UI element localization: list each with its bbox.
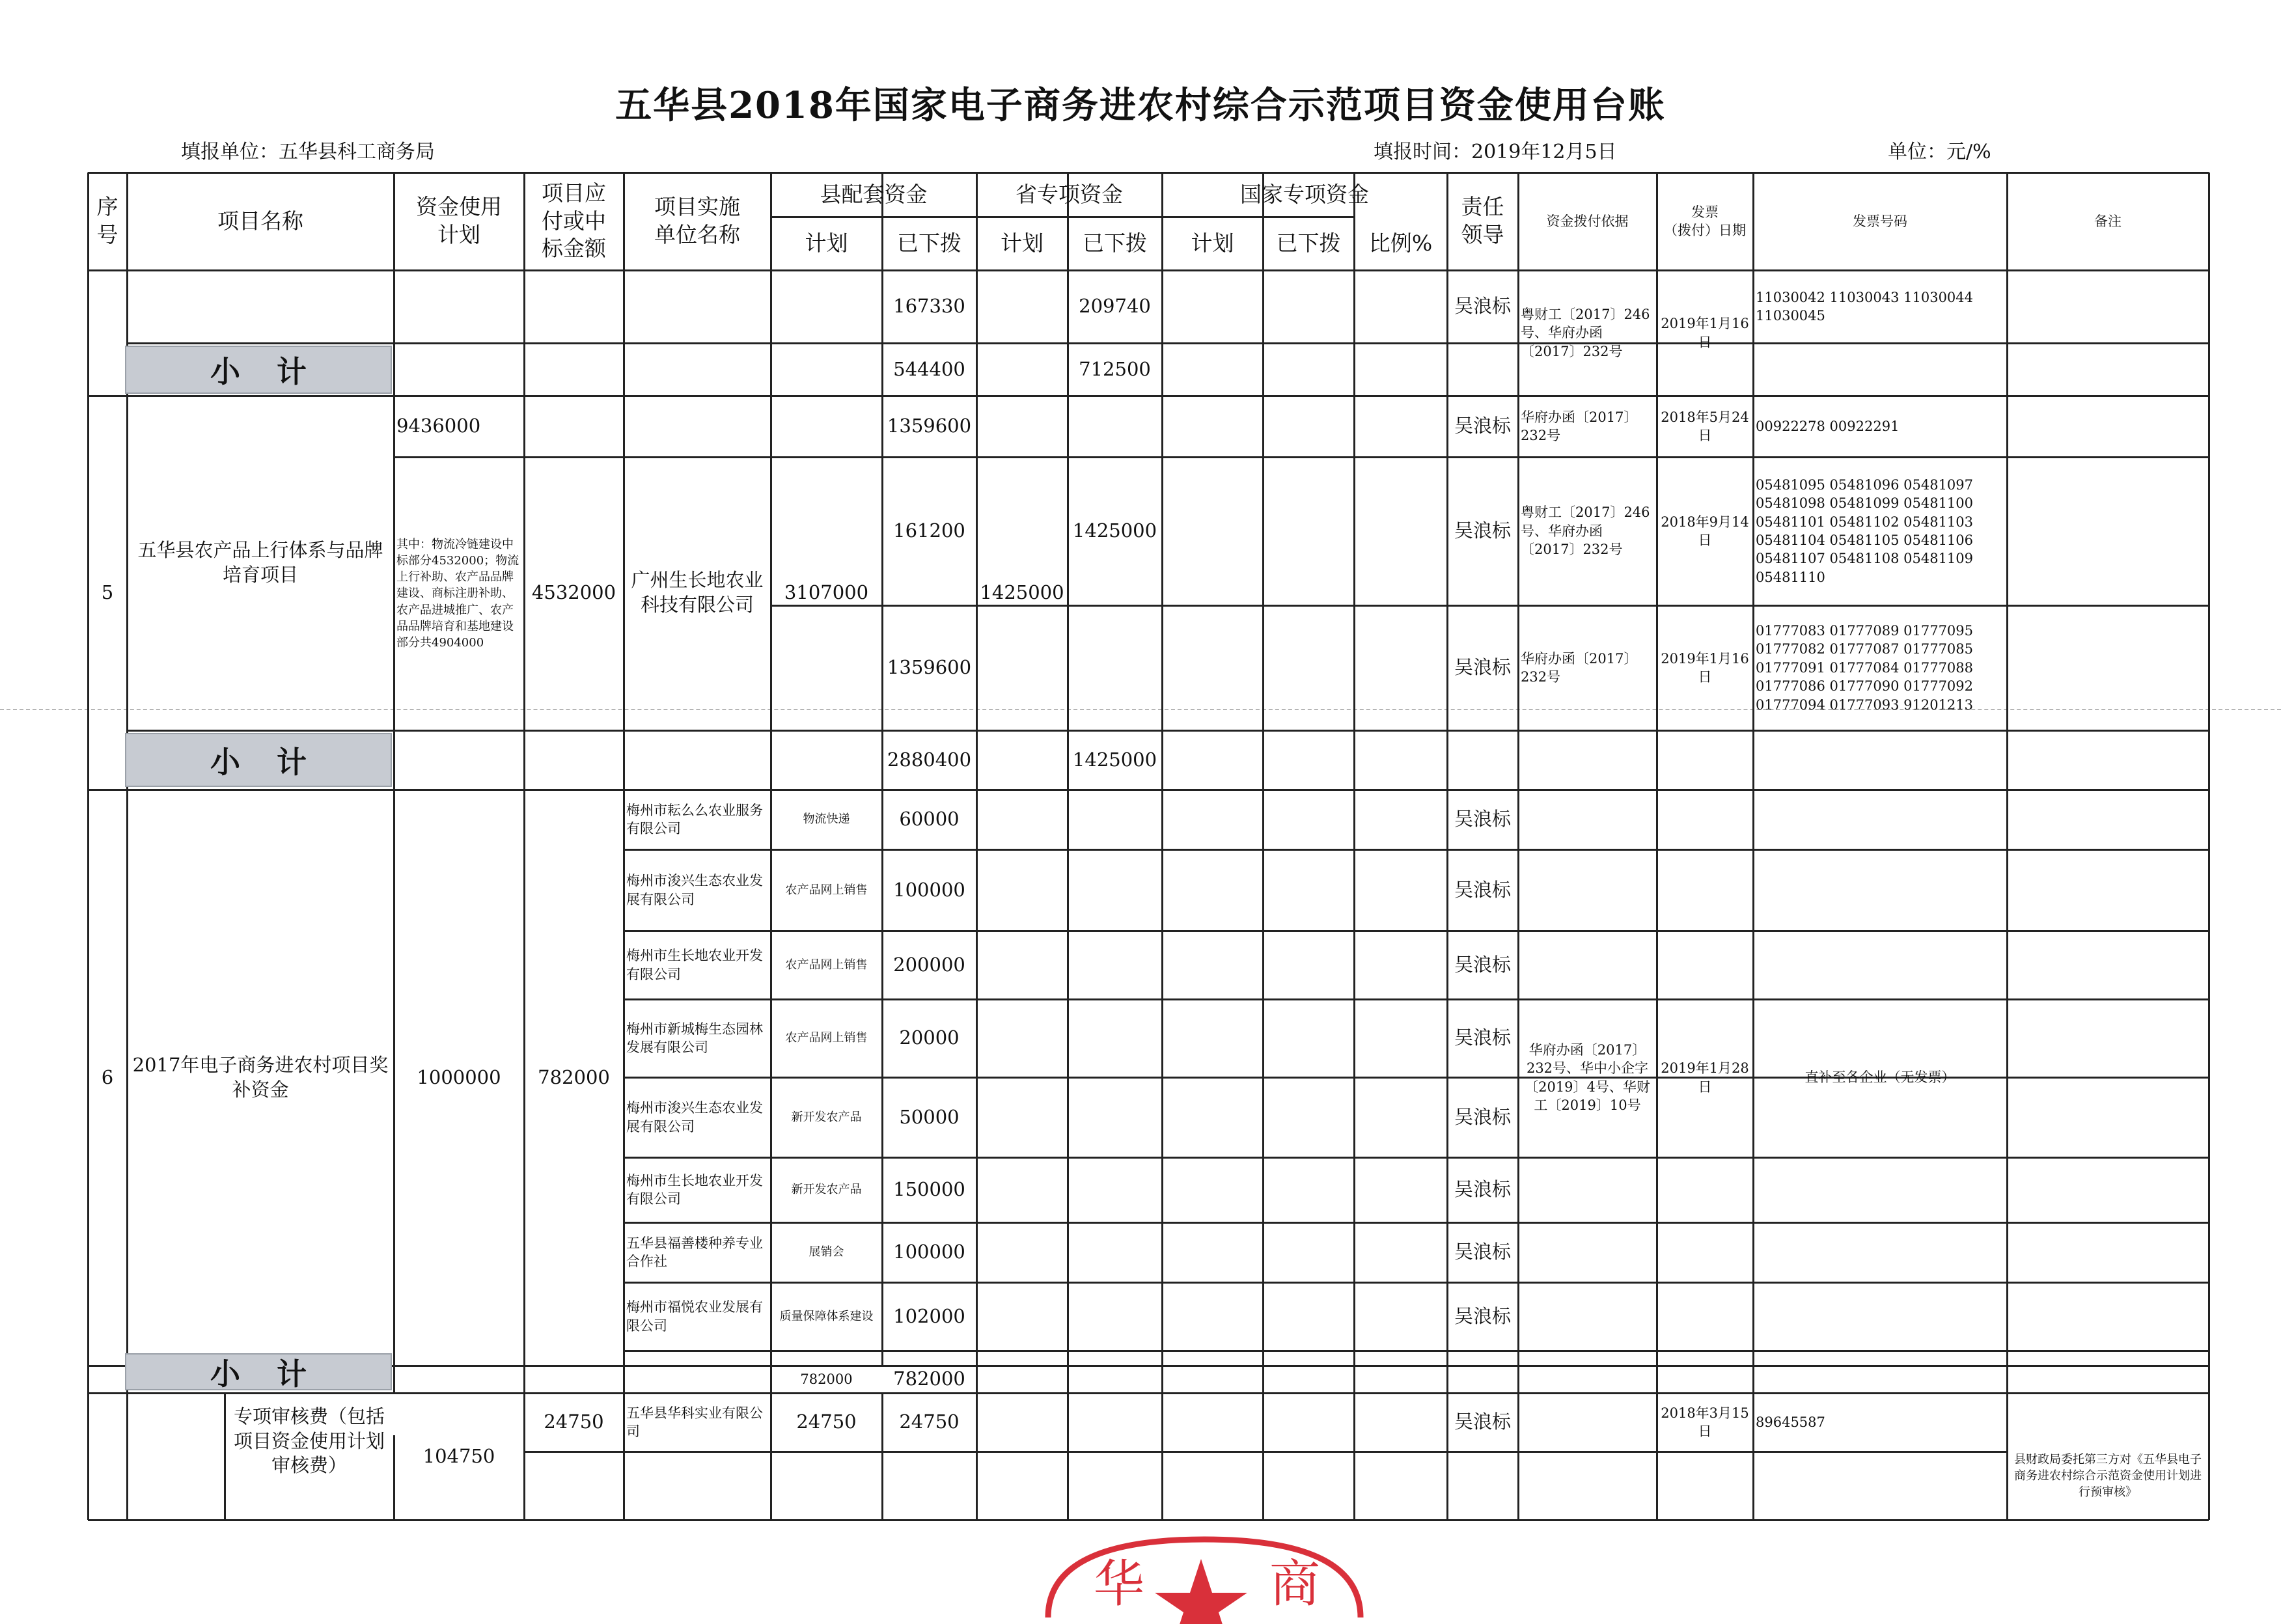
official-seal <box>1035 1533 1374 1624</box>
svg-text:华: 华 <box>1094 1555 1145 1614</box>
header-province-funds: 省专项资金 <box>1016 181 1123 207</box>
subtotal-province-paid: 712500 <box>1079 357 1151 380</box>
invoice-date: 2018年9月14日 <box>1661 514 1749 548</box>
fund-plan: 9436000 <box>396 415 481 437</box>
province-paid <box>1068 605 1162 730</box>
county-paid: 167330 <box>893 295 965 318</box>
project-name: 2017年电子商务进农村项目奖补资金 <box>132 1053 389 1101</box>
header-county-paid: 已下拨 <box>897 230 961 256</box>
funding-basis: 华府办函〔2017〕232号 <box>1521 650 1638 685</box>
header-province-plan: 计划 <box>1001 230 1044 256</box>
county-paid: 1359600 <box>887 415 972 437</box>
impl-unit: 广州生长地农业科技有限公司 <box>631 568 764 616</box>
fund-plan-note: 其中：物流冷链建设中标部分4532000；物流上行补助、农产品品牌建设、商标注册补助、农产品进城推广、农产品品牌培育和基地建设部分共4904000 <box>396 537 519 650</box>
invoice-date: 2018年5月24日 <box>1661 409 1749 443</box>
svg-text:商: 商 <box>1269 1555 1321 1614</box>
subsidy-item: 农产品网上销售 <box>785 883 868 897</box>
filing-unit: 填报单位：五华县科工商务局 <box>181 141 435 163</box>
county-paid: 161200 <box>893 519 965 542</box>
leader: 吴浪标 <box>1454 295 1511 318</box>
impl-unit: 五华县华科实业有限公司 <box>626 1405 763 1439</box>
funding-basis: 粤财工〔2017〕246号、华府办函〔2017〕232号 <box>1521 504 1650 558</box>
header-impl-unit: 项目实施 单位名称 <box>654 194 740 247</box>
subsidy-item: 农产品网上销售 <box>785 1031 868 1045</box>
leader: 吴浪标 <box>1454 1411 1511 1433</box>
leader: 吴浪标 <box>1454 1026 1511 1049</box>
county-paid: 102000 <box>893 1304 965 1327</box>
header-payable: 项目应 付或中 标金额 <box>542 180 606 262</box>
payable-amount: 24750 <box>544 1411 604 1433</box>
invoice-numbers: 11030042 11030043 11030044 11030045 <box>1756 289 1974 323</box>
page-title: 五华县2018年国家电子商务进农村综合示范项目资金使用台账 <box>615 84 1666 127</box>
county-paid: 100000 <box>893 1241 965 1263</box>
leader: 吴浪标 <box>1454 878 1511 901</box>
fund-plan: 104750 <box>422 1444 495 1467</box>
header-county-funds: 县配套资金 <box>820 181 928 207</box>
project-seq: 5 <box>101 581 114 603</box>
invoice-numbers: 直补至各企业（无发票） <box>1804 1069 1956 1086</box>
fund-plan: 1000000 <box>417 1066 501 1088</box>
invoice-date: 2018年3月15日 <box>1661 1405 1749 1439</box>
invoice-numbers: 01777083 01777089 01777095 01777082 01777087 01777085 01777091 01777084 01777088 01777086 01777090 01777092 01777094 01777093 91201213 <box>1756 623 1974 713</box>
header-invoice-date: 发票 （拨付）日期 <box>1664 204 1746 238</box>
currency-unit: 单位：元/% <box>1888 141 1991 163</box>
subtotal-label: 小计 <box>125 346 392 394</box>
funding-basis: 华府办函〔2017〕232号 <box>1521 409 1638 443</box>
subtotal-label: 小计 <box>125 1353 392 1390</box>
project-seq: 6 <box>101 1066 114 1088</box>
impl-unit: 梅州市新城梅生态园林发展有限公司 <box>626 1021 763 1055</box>
county-paid: 50000 <box>899 1105 960 1128</box>
invoice-date: 2019年1月16日 <box>1661 316 1749 350</box>
invoice-date: 2019年1月16日 <box>1661 650 1749 685</box>
province-paid <box>1068 396 1162 457</box>
header-fund-plan: 资金使用 计划 <box>416 194 502 247</box>
subtotal-label: 小计 <box>125 733 392 787</box>
leader: 吴浪标 <box>1454 1304 1511 1327</box>
subsidy-item: 农产品网上销售 <box>785 957 868 972</box>
county-paid: 24750 <box>899 1411 960 1433</box>
filing-time: 填报时间：2019年12月5日 <box>1374 141 1617 163</box>
invoice-numbers: 89645587 <box>1756 1414 1825 1430</box>
header-leader: 责任 领导 <box>1461 194 1504 247</box>
province-plan: 1425000 <box>980 581 1064 603</box>
province-paid: 1425000 <box>1072 519 1157 542</box>
header-invoice-no: 发票号码 <box>1853 213 1907 229</box>
header-seq: 序 号 <box>96 194 118 247</box>
header-project-name: 项目名称 <box>217 208 303 234</box>
header-basis: 资金拨付依据 <box>1546 213 1629 229</box>
county-plan: 3107000 <box>784 581 869 603</box>
project-name: 五华县农产品上行体系与品牌培育项目 <box>137 539 383 586</box>
grid-line <box>1353 172 1355 1520</box>
leader: 吴浪标 <box>1454 1178 1511 1201</box>
subsidy-item: 物流快递 <box>803 812 850 827</box>
leader: 吴浪标 <box>1454 1105 1511 1128</box>
subtotal-county-paid: 782000 <box>893 1368 965 1390</box>
header-ratio: 比例% <box>1368 230 1433 256</box>
grid-line <box>127 342 524 344</box>
payable-amount: 782000 <box>538 1066 610 1088</box>
header-province-paid: 已下拨 <box>1083 230 1147 256</box>
subsidy-item: 新开发农产品 <box>791 1183 862 1197</box>
subtotal-province-paid: 1425000 <box>1072 748 1157 771</box>
leader: 吴浪标 <box>1454 953 1511 976</box>
impl-unit: 梅州市生长地农业开发有限公司 <box>626 1172 763 1207</box>
subsidy-item: 新开发农产品 <box>791 1110 862 1124</box>
impl-unit: 梅州市浚兴生态农业发展有限公司 <box>626 1100 763 1135</box>
county-paid: 150000 <box>893 1178 965 1201</box>
invoice-date: 2019年1月28日 <box>1661 1060 1749 1095</box>
grid-line <box>2208 172 2210 1520</box>
header-national-paid: 已下拨 <box>1276 230 1341 256</box>
leader: 吴浪标 <box>1454 808 1511 831</box>
county-paid: 1359600 <box>887 656 972 679</box>
leader: 吴浪标 <box>1454 656 1511 679</box>
impl-unit: 梅州市福悦农业发展有限公司 <box>626 1299 763 1334</box>
header-remark: 备注 <box>2094 213 2122 229</box>
grid-line <box>1262 172 1264 1520</box>
leader: 吴浪标 <box>1454 415 1511 437</box>
impl-unit: 梅州市耘么么农业服务有限公司 <box>626 802 763 836</box>
subsidy-item: 展销会 <box>809 1245 844 1259</box>
province-paid: 209740 <box>1079 295 1151 318</box>
impl-unit: 梅州市浚兴生态农业发展有限公司 <box>626 873 763 907</box>
subtotal-county-paid: 544400 <box>893 357 965 380</box>
county-plan: 24750 <box>796 1411 857 1433</box>
invoice-numbers: 00922278 00922291 <box>1756 418 1900 434</box>
header-national-plan: 计划 <box>1191 230 1234 256</box>
county-paid: 20000 <box>899 1026 960 1049</box>
subtotal-county-paid: 2880400 <box>887 748 972 771</box>
header-national-funds: 国家专项资金 <box>1240 181 1369 207</box>
subsidy-item: 质量保障体系建设 <box>779 1309 874 1323</box>
payable-amount: 4532000 <box>531 581 616 603</box>
county-paid: 200000 <box>893 953 965 976</box>
impl-unit: 梅州市生长地农业开发有限公司 <box>626 948 763 982</box>
funding-basis: 粤财工〔2017〕246号、华府办函〔2017〕232号 <box>1521 306 1650 359</box>
header-county-plan: 计划 <box>805 230 848 256</box>
impl-unit: 五华县福善楼种养专业合作社 <box>626 1235 763 1269</box>
invoice-numbers: 05481095 05481096 05481097 05481098 05481099 05481100 05481101 05481102 05481103 05481104 05481105 05481106 05481107 05481108 05481109 05481110 <box>1756 476 1974 585</box>
county-paid: 60000 <box>899 808 960 831</box>
remark: 县财政局委托第三方对《五华县电子商务进农村综合示范资金使用计划进行预审核》 <box>2014 1452 2202 1500</box>
funding-basis: 华府办函〔2017〕232号、华中小企字〔2019〕4号、华财工〔2019〕10号 <box>1525 1041 1650 1113</box>
project-name: 专项审核费（包括项目资金使用计划审核费） <box>233 1405 385 1477</box>
county-paid: 100000 <box>893 878 965 901</box>
subtotal-county-plan: 782000 <box>800 1371 853 1387</box>
leader: 吴浪标 <box>1454 519 1511 542</box>
leader: 吴浪标 <box>1454 1241 1511 1263</box>
